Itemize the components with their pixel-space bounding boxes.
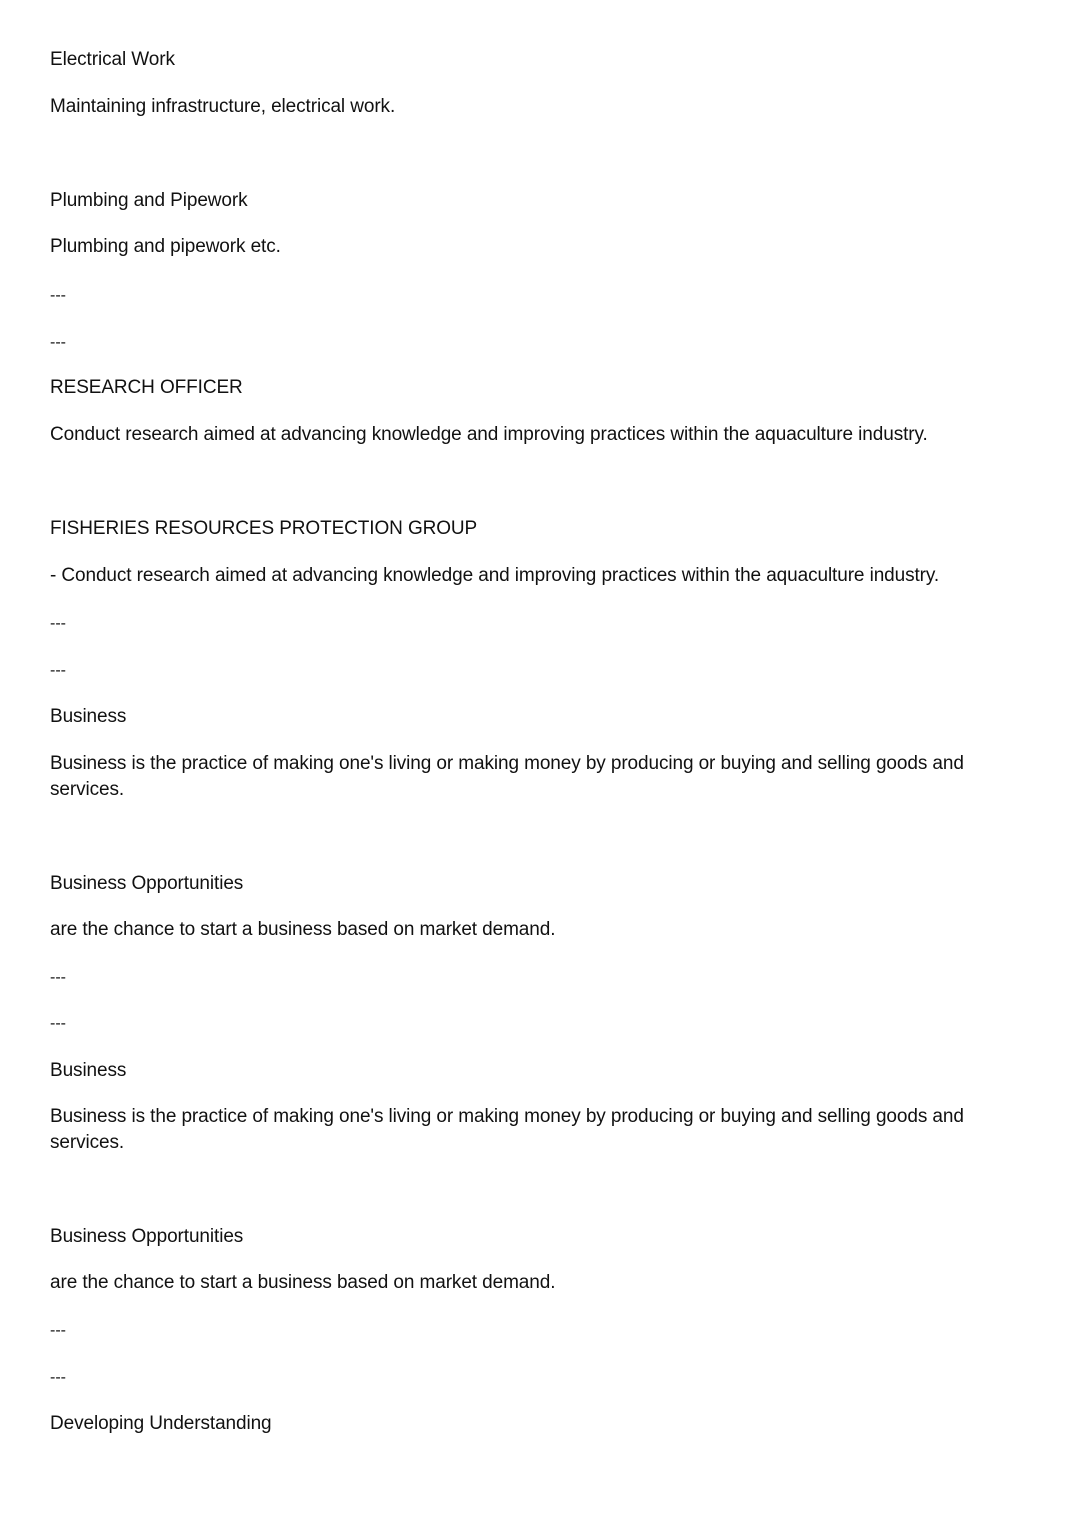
paragraph-business-opportunities: are the chance to start a business based on market demand. — [50, 1272, 556, 1293]
paragraph-plumbing: Plumbing and pipework etc. — [50, 236, 281, 257]
heading-research-officer: RESEARCH OFFICER — [50, 377, 243, 398]
heading-business-opportunities: Business Opportunities — [50, 873, 244, 894]
heading-fisheries-group: FISHERIES RESOURCES PROTECTION GROUP — [50, 518, 478, 539]
separator: --- — [50, 287, 66, 304]
heading-electrical-work: Electrical Work — [50, 49, 175, 70]
paragraph-electrical-work: Maintaining infrastructure, electrical work. — [50, 96, 396, 117]
heading-business: Business — [50, 706, 127, 727]
separator: --- — [50, 1369, 66, 1386]
separator: --- — [50, 969, 66, 986]
paragraph-fisheries-group: - Conduct research aimed at advancing knowledge and improving practices within the aquaculture industry. — [50, 565, 940, 586]
heading-plumbing: Plumbing and Pipework — [50, 190, 248, 211]
separator: --- — [50, 615, 66, 632]
heading-business-opportunities: Business Opportunities — [50, 1226, 244, 1247]
separator: --- — [50, 1015, 66, 1032]
separator: --- — [50, 662, 66, 679]
paragraph-business-opportunities: are the chance to start a business based on market demand. — [50, 919, 556, 940]
paragraph-research-officer: Conduct research aimed at advancing knowledge and improving practices within the aquaculture industry. — [50, 424, 928, 445]
heading-business: Business — [50, 1060, 127, 1081]
heading-developing-understanding: Developing Understanding — [50, 1413, 272, 1434]
paragraph-business: Business is the practice of making one's living or making money by producing or buying and selling goods and services. — [50, 1106, 964, 1153]
separator: --- — [50, 334, 66, 351]
separator: --- — [50, 1322, 66, 1339]
paragraph-business: Business is the practice of making one's living or making money by producing or buying and selling goods and services. — [50, 753, 964, 800]
